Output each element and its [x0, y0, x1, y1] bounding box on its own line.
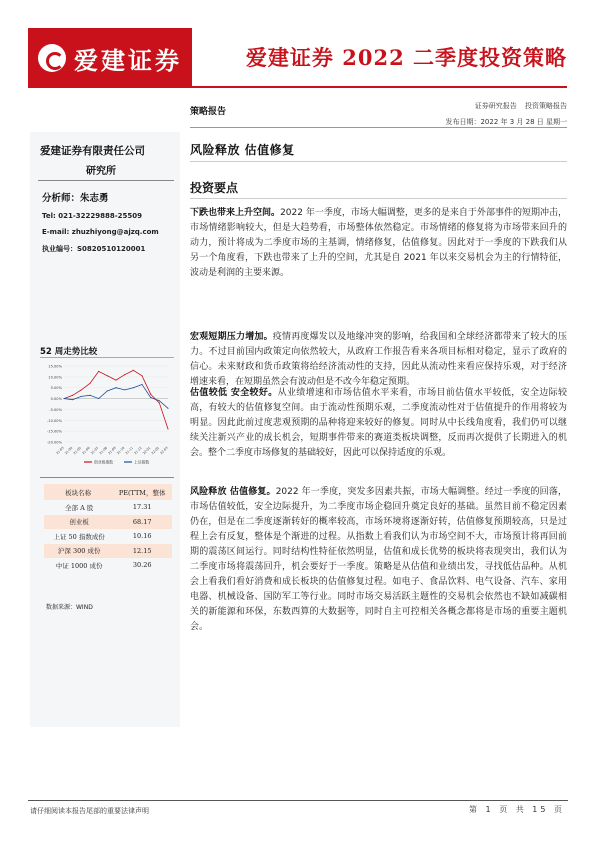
- data-point: [150, 394, 151, 395]
- section-divider: [190, 161, 567, 162]
- data-point: [124, 389, 125, 390]
- table-row: [44, 558, 172, 573]
- category-label: 投资策略报告: [525, 102, 567, 110]
- legal-notice: 请仔细阅读本报告尾部的重要法律声明: [30, 807, 149, 815]
- data-point: [167, 408, 168, 409]
- analyst-name: 分析师：朱志勇: [42, 193, 109, 204]
- key-point-paragraph: [190, 206, 567, 281]
- page-number: 第 1 页 共 15 页: [469, 805, 565, 814]
- data-point: [159, 402, 160, 403]
- data-point: [107, 390, 108, 391]
- key-point-paragraph: [190, 386, 567, 461]
- y-tick-label: 5.00%: [50, 386, 62, 391]
- company-name: 爱建证券有限责任公司: [40, 145, 145, 157]
- table-header: PE(TTM，整体: [112, 484, 172, 500]
- data-point: [107, 375, 108, 376]
- x-tick-label: 21-03: [55, 445, 65, 456]
- data-point: [115, 380, 116, 381]
- y-tick-label: 0.00%: [50, 397, 62, 402]
- report-categories: [475, 101, 567, 111]
- x-tick-label: 21-06: [81, 445, 91, 456]
- x-tick-label: 22-03: [159, 445, 169, 456]
- key-points-divider: [190, 198, 567, 199]
- table-row: [44, 500, 172, 515]
- y-tick-label: -15.00%: [47, 429, 62, 434]
- table-cell-name: 中证 1000 成份: [55, 561, 103, 570]
- data-point: [124, 374, 125, 375]
- report-type: 策略报告: [190, 107, 227, 117]
- data-point: [141, 384, 142, 385]
- paragraph-lead: 风险释放 估值修复。: [190, 487, 276, 497]
- logo-text: 爱建证券: [74, 45, 182, 75]
- data-point: [72, 399, 73, 400]
- table-cell-value: 10.16: [132, 532, 152, 541]
- analyst-email: E-mail: zhuzhiyong@ajzq.com: [42, 228, 159, 236]
- meta-divider: [190, 127, 567, 128]
- x-tick-label: 21-05: [72, 445, 83, 456]
- x-tick-label: 21-10: [115, 445, 126, 456]
- department-name: 研究所: [86, 166, 116, 177]
- logo-mark-icon: [38, 44, 66, 72]
- publish-date: 发布日期：2022 年 3 月 28 日 星期一: [445, 118, 567, 126]
- data-point: [72, 395, 73, 396]
- page-header: [0, 28, 595, 88]
- header-divider: [192, 86, 567, 88]
- x-tick-label: 21-09: [107, 445, 117, 456]
- paragraph-lead: 宏观短期压力增加。: [190, 332, 273, 342]
- table-divider: [40, 477, 174, 478]
- key-points-title: 投资要点: [190, 181, 239, 195]
- data-point: [159, 400, 160, 401]
- company-logo: [28, 28, 192, 88]
- sidebar-divider: [38, 180, 174, 181]
- data-point: [81, 389, 82, 390]
- table-cell-name: 沪深 300 成份: [44, 544, 112, 559]
- paragraph-text: 2022 年一季度，市场大幅调整，更多的是来自于外部事件的短期冲击，市场情绪影响较大，但是大趋势看，市场整体依然稳定。市场情绪的修复将为市场带来回升的动力，预计将成为二季度市场的主基调，情绪修复，估值修复。因此对于一季度的下跌我们从另一个角度看，下跌也带来了上升的空间，尤其是自 2021 年以来交易机会为主的行情特征，波动是利润的主要来源。: [190, 208, 567, 278]
- table-cell-value: 12.15: [112, 544, 172, 559]
- analyst-license: 执业编号：S0820510120001: [42, 245, 146, 253]
- data-point: [98, 371, 99, 372]
- analyst-tel: Tel: 021-32229888-25509: [42, 212, 142, 220]
- y-tick-label: -10.00%: [47, 418, 62, 423]
- paragraph-text: 疫情再度爆发以及地缘冲突的影响，给我国和全球经济都带来了较大的压力。不过目前国内政策定向依然较大，从政府工作报告看来各项目标相对稳定，显示了政府的信心。未来财政和货币政策将给经济流动性的支持，因此从流动性来看应保持乐观，对于经济增速来看，在短期虽然会有波动但是不改今年稳定预期。: [190, 332, 567, 387]
- data-point: [141, 375, 142, 376]
- table-header-row: [44, 484, 172, 500]
- report-title: 爱建证券 2022 二季度投资策略: [245, 45, 567, 70]
- table-cell-name: 创业板: [44, 515, 112, 530]
- x-tick-label: 21-11: [124, 445, 135, 456]
- table-cell-name: 上证 50 指数成份: [53, 532, 105, 541]
- table-source: 数据来源：WIND: [46, 604, 93, 611]
- x-tick-label: 22-02: [150, 445, 161, 456]
- data-point: [98, 398, 99, 399]
- data-point: [133, 387, 134, 388]
- y-tick-label: -20.00%: [47, 440, 62, 445]
- legend-label: 创业板指数: [94, 459, 113, 465]
- paragraph-text: 从业绩增速和市场估值水平来看，市场目前估值水平较低，安全边际较高，有较大的估值修复空间。由于流动性预期乐观，二季度流动性对于估值提升的作用将较为明显。因此此前过度悲观预期的品种将迎来较好的修复。同时从中长线角度看，我们仍可以继续关注新兴产业的成长机会，短期事件带来的赛道类板块调整，反而再次提供了长期进入的机会。整个二季度市场修复的基础较好，因此可以保持适度的乐观。: [190, 388, 567, 458]
- paragraph-lead: 估值较低 安全较好。: [190, 388, 278, 398]
- data-point: [89, 395, 90, 396]
- legend-label: 上证指数: [134, 459, 150, 465]
- y-tick-label: -5.00%: [49, 407, 62, 412]
- data-point: [167, 428, 168, 429]
- data-point: [63, 398, 64, 399]
- y-tick-label: 10.00%: [48, 375, 62, 380]
- section-title: 风险释放 估值修复: [190, 143, 295, 157]
- x-tick-label: 21-04: [63, 445, 74, 456]
- table-row: [44, 515, 172, 530]
- pe-table: [44, 484, 172, 573]
- paragraph-text: 2022 年一季度，突发多因素共振，市场大幅调整。经过一季度的回落，市场估值较低，安全边际提升，为二季度市场企稳回升奠定良好的基础。虽然目前不稳定因素仍在，但是在二季度逐渐转好的概率较高，市场环境将逐渐好转，估值修复预期较高，只是过程上会有反复，整体是个渐进的过程。从指数上看我们认为市场空间不大，市场预计将再回前期的震荡区间运行。同时结构性特征依然明显，估值和成长优势的板块将表现突出，我们认为二季度市场将震荡回升，机会要好于一季度。策略是从估值和业绩出发，寻找低估品种。从机会上看我们看好消费和成长板块的估值修复过程。如电子、食品饮料、电气设备、汽车、家用电器、机械设备、国防军工等行业。同时市场交易活跃主题性的交易机会依然也不缺如减碳相关的新能源和环保，东数西算的大数据等，同时自主可控相关各概念都将是市场的重要主题机会。: [190, 487, 567, 632]
- table-cell-value: 68.17: [112, 515, 172, 530]
- table-row: [44, 544, 172, 559]
- footer-divider: [28, 800, 568, 801]
- y-tick-label: 15.00%: [48, 364, 62, 369]
- x-tick-label: 21-07: [89, 445, 100, 456]
- x-tick-label: 21-08: [98, 445, 109, 456]
- data-point: [150, 397, 151, 398]
- data-point: [115, 387, 116, 388]
- table-cell-name: 全部 A 股: [65, 503, 94, 512]
- category-label: 证券研究报告: [474, 102, 517, 110]
- data-point: [133, 370, 134, 371]
- data-point: [81, 396, 82, 397]
- chart-divider: [40, 357, 174, 358]
- trend-chart: [40, 362, 172, 470]
- table-row: [44, 529, 172, 544]
- x-tick-label: 21-12: [133, 445, 143, 456]
- data-point: [89, 383, 90, 384]
- key-point-paragraph: [190, 330, 567, 390]
- x-tick-label: 22-01: [141, 445, 152, 456]
- table-cell-value: 30.26: [132, 561, 152, 570]
- table-cell-value: 17.31: [132, 503, 152, 512]
- paragraph-lead: 下跌也带来上升空间。: [190, 208, 281, 218]
- key-point-paragraph: [190, 485, 567, 635]
- chart-title: 52 周走势比较: [40, 347, 98, 357]
- table-header: 板块名称: [44, 484, 112, 500]
